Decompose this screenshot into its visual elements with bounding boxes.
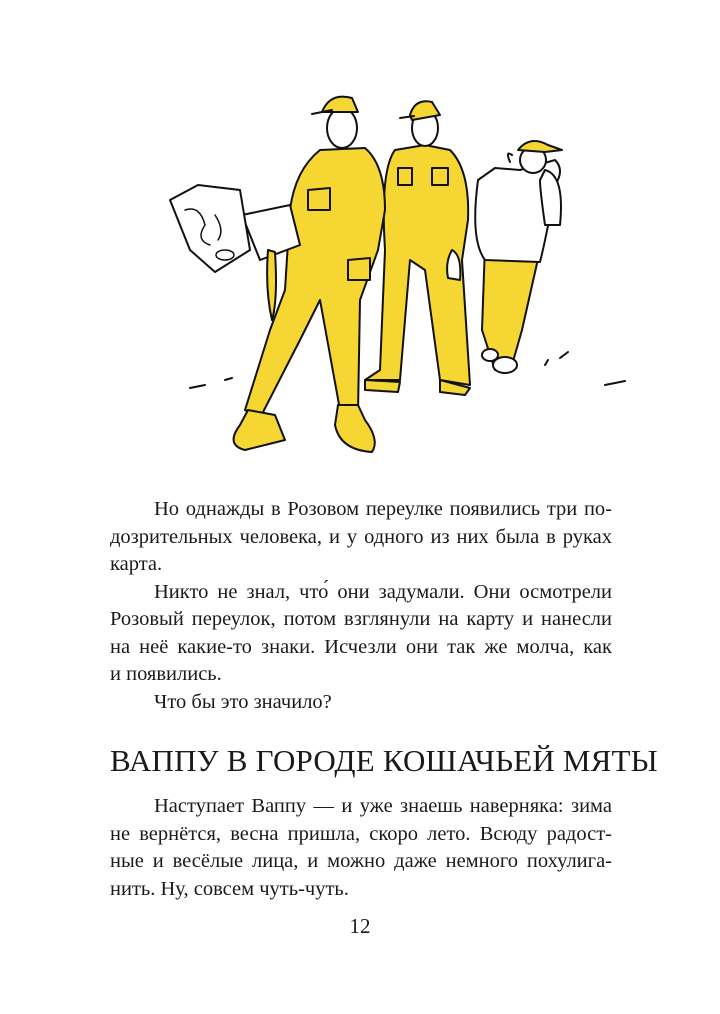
map-prop [170,185,250,272]
text-line: Что бы это значило? [154,690,332,713]
illustration-three-workers [160,90,630,470]
figure-third-man [475,141,562,373]
text-line: карта. [110,553,163,575]
text-line: не вернётся, весна пришла, скоро лето. Всюду радост- [110,822,612,845]
text-line: ные и весёлые лица, и можно даже немного похулига- [110,850,612,872]
text-line: Никто не знал, что́ они задумали. Они осмотрели [154,580,612,603]
figure-second-man [365,101,470,395]
chapter-text [110,793,612,903]
text-line: Розовый переулок, потом взглянули на карту и нанесли [110,608,612,630]
paragraph-1 [110,496,612,579]
chapter-title: ВАППУ В ГОРОДЕ КОШАЧЬЕЙ МЯТЫ [110,743,658,778]
text-line: Но однажды в Розовом переулке появились три по- [154,498,612,520]
page-number: 12 [349,914,371,938]
text-line: на неё какие-то знаки. Исчезли они так же молча, как [110,635,612,658]
chapter-paragraph-1 [110,793,612,903]
paragraph-2 [110,579,612,689]
text-line: дозрительных человека, и у одного из них была в руках [110,525,612,548]
figure-first-man [234,97,385,452]
text-line: и появились. [110,663,222,685]
text-line: нить. Ну, совсем чуть-чуть. [110,877,349,900]
text-line: Наступает Ваппу — и уже знаешь наверняка: зима [154,795,612,817]
story-text [110,496,612,716]
paragraph-3 [110,689,612,717]
